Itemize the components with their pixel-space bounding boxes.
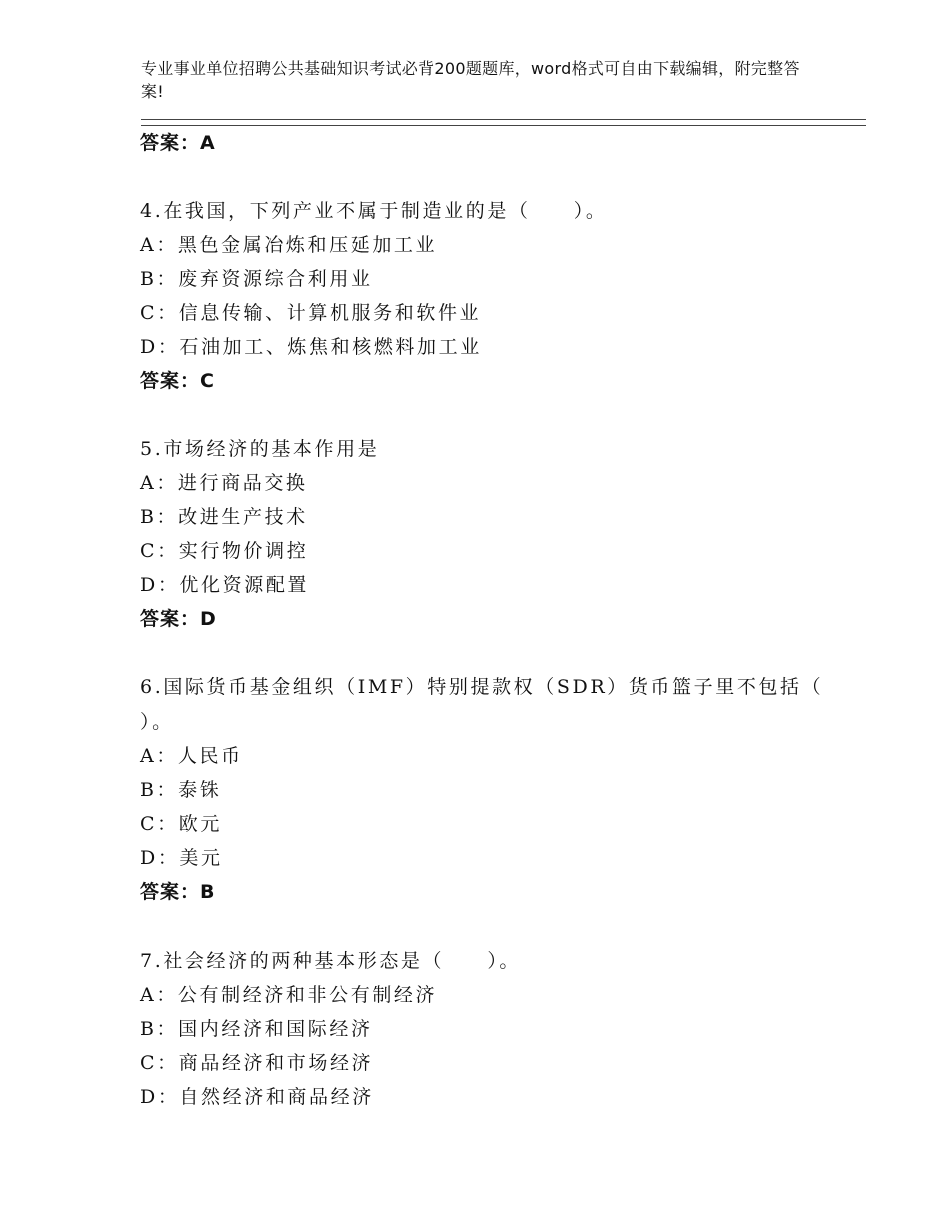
q4-option-d: D：石油加工、炼焦和核燃料加工业: [140, 336, 482, 358]
q6-option-c: C：欧元: [140, 813, 222, 835]
question-5: 5.市场经济的基本作用是: [140, 438, 380, 460]
question-7: 7.社会经济的两种基本形态是（ ）。: [140, 950, 522, 972]
question-4: 4.在我国，下列产业不属于制造业的是（ ）。: [140, 200, 608, 222]
question-6-continued: ）。: [140, 711, 174, 733]
q5-option-b: B：改进生产技术: [140, 506, 308, 528]
answer-6: 答案：B: [140, 881, 216, 903]
q4-option-a: A：黑色金属冶炼和压延加工业: [140, 234, 438, 256]
q7-option-b: B：国内经济和国际经济: [140, 1018, 373, 1040]
q6-option-b: B：泰铢: [140, 779, 222, 801]
answer-3: 答案：A: [140, 132, 216, 154]
q5-option-c: C：实行物价调控: [140, 540, 309, 562]
q5-option-d: D：优化资源配置: [140, 574, 310, 596]
question-6: 6.国际货币基金组织（IMF）特别提款权（SDR）货币篮子里不包括（: [140, 676, 824, 698]
q4-option-c: C：信息传输、计算机服务和软件业: [140, 302, 482, 324]
q6-option-a: A：人民币: [140, 745, 243, 767]
answer-4: 答案：C: [140, 370, 215, 392]
q5-option-a: A：进行商品交换: [140, 472, 308, 494]
header-divider: [141, 119, 866, 126]
q7-option-c: C：商品经济和市场经济: [140, 1052, 374, 1074]
q6-option-d: D：美元: [140, 847, 223, 869]
q7-option-a: A：公有制经济和非公有制经济: [140, 984, 438, 1006]
q7-option-d: D：自然经济和商品经济: [140, 1086, 374, 1108]
page-header: 专业事业单位招聘公共基础知识考试必背200题题库，word格式可自由下载编辑，附完整答案!: [141, 59, 800, 101]
answer-5: 答案：D: [140, 608, 217, 630]
q4-option-b: B：废弃资源综合利用业: [140, 268, 373, 290]
